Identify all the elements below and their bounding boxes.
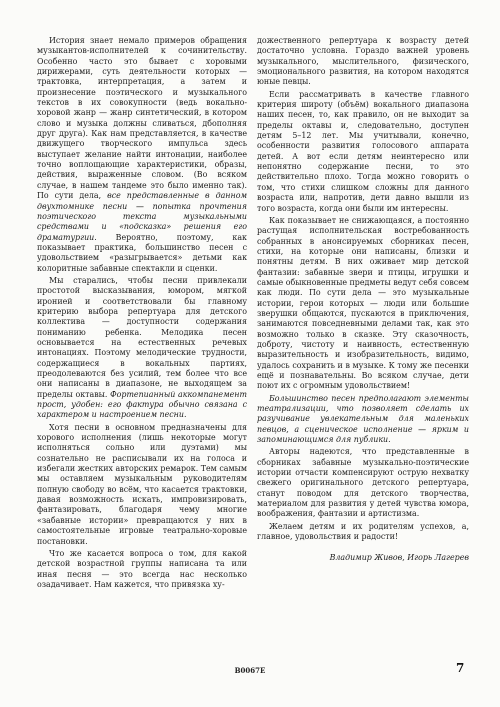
paragraph-text: Вероятно, поэтому, как показывает практика, большинство песен с удовольствием «разыгрывается» детьми как колоритные забавные спектакли и сценки. — [37, 232, 247, 273]
emphasis-text: Большинство песен предполагают элементы театрализации, что позволяет сделать их разучивание увлекательным для маленьких певцов, а сценическое исполнение — ярким и запоминающимся для публики. — [257, 393, 469, 445]
authors-signature: Владимир Живов, Игорь Лагерев — [329, 552, 469, 562]
emphasis-text: Фортепианный аккомпанемент прост, удобен: его фактура обычно связана с характером и настроением песни. — [37, 389, 247, 420]
right-text-column — [257, 36, 469, 563]
left-text-column — [37, 36, 247, 590]
paragraph-history — [37, 36, 247, 274]
paragraph-hopes: Авторы надеются, что представленные в сборниках забавные музыкально-поэтические истории отчасти компенсируют острую нехватку свежего оригинального детского репертуара, станут поводом для детского творчества, материалом для развития у детей чувства юмора, воображения, фантазии и артистизма. — [257, 447, 469, 519]
paragraph-theatrical — [257, 394, 469, 446]
emphasis-text: все представленные в данном двухтомнике песни — попытка прочтения поэтического текста музыкальными средствами и «подсказка» решения его драматургии. — [37, 191, 247, 242]
page-number: 7 — [456, 661, 465, 675]
paragraph-text: История знает немало примеров обращения музыкантов-исполнителей к сочинительству. Особенно часто это бывает с хоровыми дирижерами, суть деятельности которых — трактовка, интерпретация, а затем и произнесение поэтического и музыкального текстов в их совокупности (ведь вокально-хоровой жанр — жанр синтетический, в котором слово и музыка должны сливаться, дбополняя друг друга). Как нам представляется, в качестве движущего творческого импульса здесь выступает желание найти интонации, наиболее точно воплощающие характеристики, образы, действия, выраженные словом. (Во всяком случае, в нашем тандеме это было именно так). По сути дела, — [37, 36, 247, 201]
paragraph-vocal-range: Если рассматривать в качестве главного критерия широту (объём) вокального диапазона наших песен, то, как правило, он не выходит за пределы октавы и, следовательно, доступен детям 5–12 лет. Мы учитывали, конечно, особенности развития голосового аппарата детей. А вот если детям неинтересно или непонятно содержание песни, то это действительно плохо. Тогда можно говорить о том, что стихи слишком сложны для данного возраста или, напротив, дети давно вышли из того возраста, когда они были им интересны. — [257, 89, 469, 213]
paragraph-wishes: Желаем детям и их родителям успехов, а, главное, удовольствия и радости! — [257, 521, 469, 542]
paragraph-text: Мы старались, чтобы песни привлекали простотой высказывания, юмором, мягкой иронией и соответствовали бы главному критерию выбора репертуара для детского коллектива — доступности содержания пониманию ребенка. Мелодика песен основывается на естественных речевых интонациях. Поэтому мелодические трудности, содержащиеся в вокальных партиях, преодолеваются без усилий, тем более что все они написаны в диапазоне, не выходящем за пределы октавы. — [37, 275, 247, 399]
paragraph-simplicity — [37, 276, 247, 421]
paragraph-demand: Как показывает не снижающаяся, а постоянно растущая исполнительская востребованность собранных в анонсируемых сборниках песен, стихи, на которые они написаны, близки и понятны детям. В них оживает мир детской фантазии: забавные звери и птицы, игрушки и самые обыкновенные предметы ведут себя совсем как люди. По сути дела — это музыкальные истории, герои которых — люди или большие зверушки общаются, пускаются в приключения, занимаются повседневными делами так, как это возможно только в сказке. Эту сказочность, доброту, чистоту и наивность, естественную выразительность и изобразительность, видимо, удалось сохранить и в музыке. К тому же песенки ещё и познавательны. Во всяком случае, дети поют их с огромным удовольствием! — [257, 215, 469, 391]
paragraph-repertoire-age: дожественного репертуара к возрасту детей достаточно условна. Гораздо важней уровень музыкального, мыслительного, физического, эмоционального развития, на котором находятся юные певцы. — [257, 36, 469, 87]
paragraph-choral: Хотя песни в основном предназначены для хорового исполнения (лишь некоторые могут исполняться сольно или дуэтами) мы сознательно не расписывали их на голоса и избегали жестких авторских ремарок. Тем самым мы оставляем музыкальным руководителям полную свободу во всём, что касается трактовки, давая возможность искать, импровизировать, фантазировать, благодаря чему многие «забавные истории» превращаются у них в самостоятельные игровые театрально-хоровые постановки. — [37, 422, 247, 546]
paragraph-age-group: Что же касается вопроса о том, для какой детской возрастной группы написана та или иная песня — это всегда нас несколько озадачивает. Нам кажется, что привязка ху- — [37, 548, 247, 589]
catalog-code: В0067Е — [234, 666, 266, 675]
